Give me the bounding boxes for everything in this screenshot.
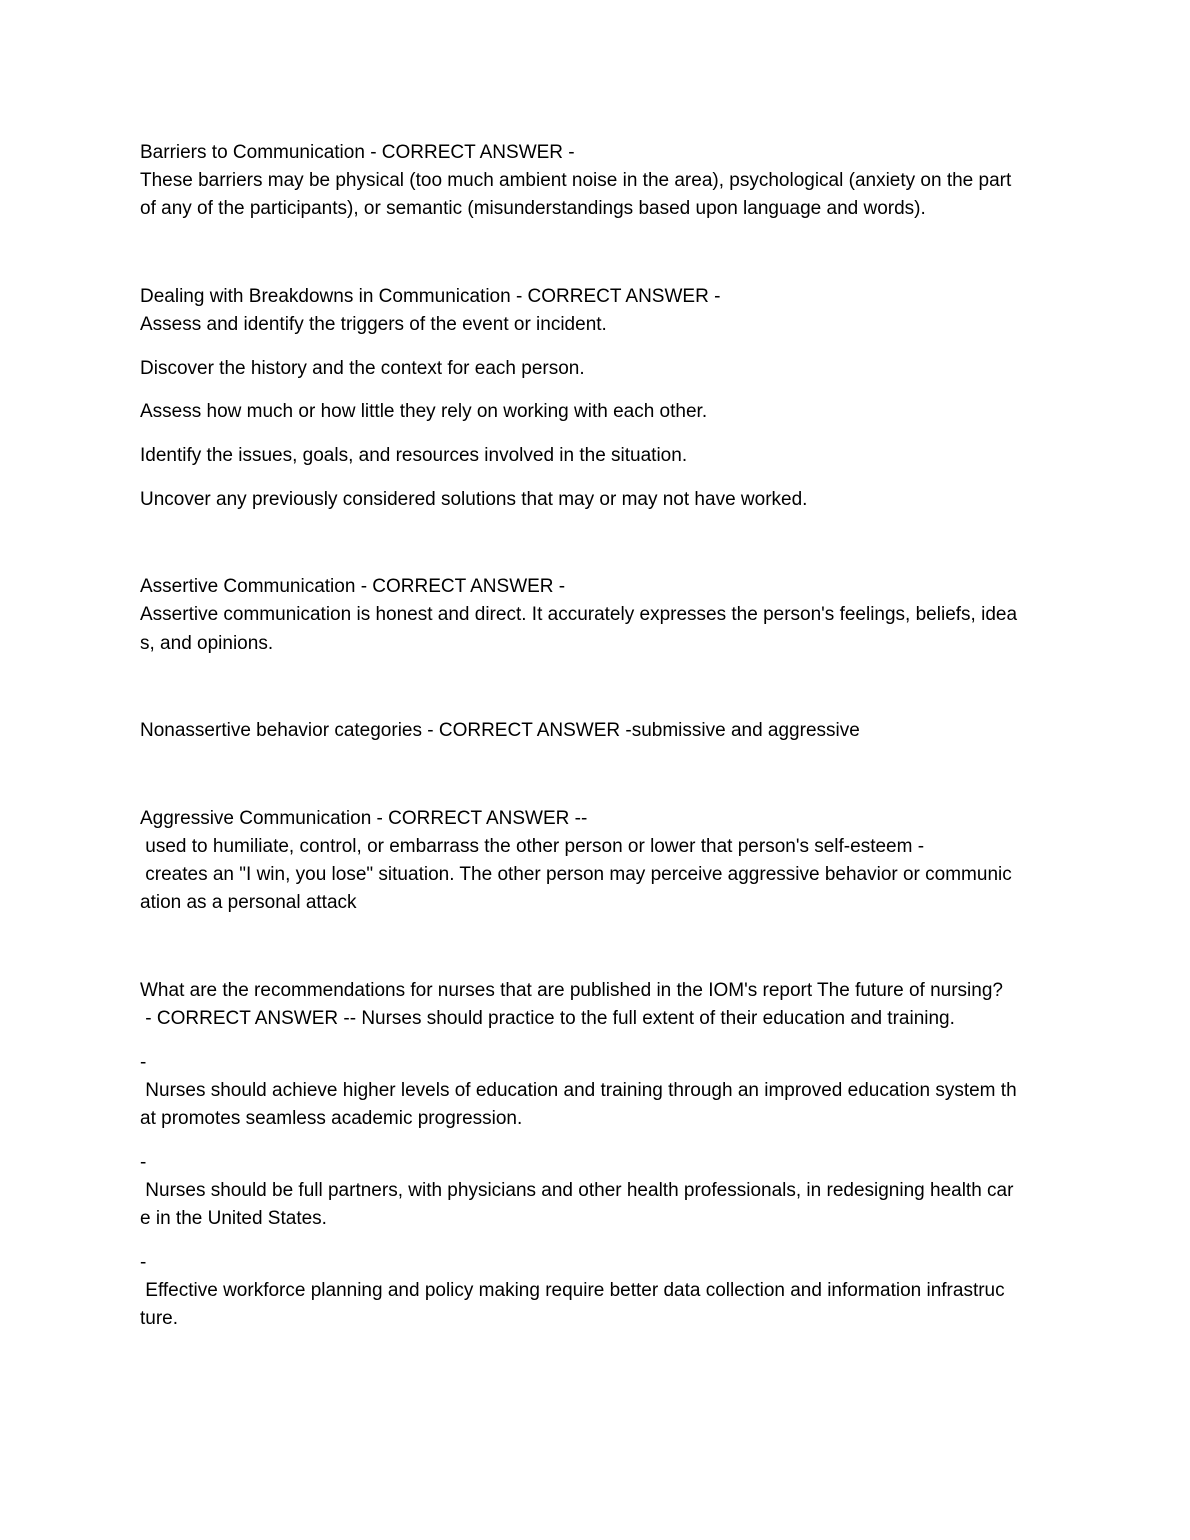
text-line: ture. [140, 1308, 179, 1329]
text-line: used to humiliate, control, or embarrass the other person or lower that person's self-esteem - [140, 836, 925, 857]
text-line: - CORRECT ANSWER -- Nurses should practice to the full extent of their education and training. [140, 1008, 955, 1029]
list-dash: - [140, 1052, 147, 1073]
text-line: e in the United States. [140, 1208, 327, 1229]
text-line: Effective workforce planning and policy making require better data collection and information infrastruc [140, 1280, 1005, 1301]
section-heading: Assertive Communication - CORRECT ANSWER - [140, 576, 566, 597]
text-line: Identify the issues, goals, and resources involved in the situation. [140, 445, 688, 466]
text-line: Discover the history and the context for each person. [140, 358, 585, 379]
section-heading: What are the recommendations for nurses that are published in the IOM's report The future of nursing? [140, 980, 1003, 1001]
text-line: Nurses should be full partners, with physicians and other health professionals, in redesigning health car [140, 1180, 1014, 1201]
section-heading: Aggressive Communication - CORRECT ANSWER -- [140, 808, 588, 829]
text-line: s, and opinions. [140, 633, 274, 654]
text-line: Uncover any previously considered solutions that may or may not have worked. [140, 489, 808, 510]
list-dash: - [140, 1152, 147, 1173]
text-line: at promotes seamless academic progression. [140, 1108, 523, 1129]
text-line: Nurses should achieve higher levels of education and training through an improved education system th [140, 1080, 1017, 1101]
section-heading: Dealing with Breakdowns in Communication - CORRECT ANSWER - [140, 286, 721, 307]
text-line: Assess how much or how little they rely on working with each other. [140, 401, 708, 422]
text-line: Assess and identify the triggers of the event or incident. [140, 314, 607, 335]
text-line: of any of the participants), or semantic (misunderstandings based upon language and words). [140, 198, 926, 219]
text-line: creates an "I win, you lose" situation. The other person may perceive aggressive behavior or communic [140, 864, 1012, 885]
list-dash: - [140, 1252, 147, 1273]
text-line: These barriers may be physical (too much ambient noise in the area), psychological (anxiety on the part [140, 170, 1012, 191]
section-heading: Nonassertive behavior categories - CORRECT ANSWER -submissive and aggressive [140, 720, 860, 741]
text-line: Assertive communication is honest and direct. It accurately expresses the person's feelings, beliefs, idea [140, 604, 1018, 625]
section-heading: Barriers to Communication - CORRECT ANSWER - [140, 142, 575, 163]
text-line: ation as a personal attack [140, 892, 357, 913]
